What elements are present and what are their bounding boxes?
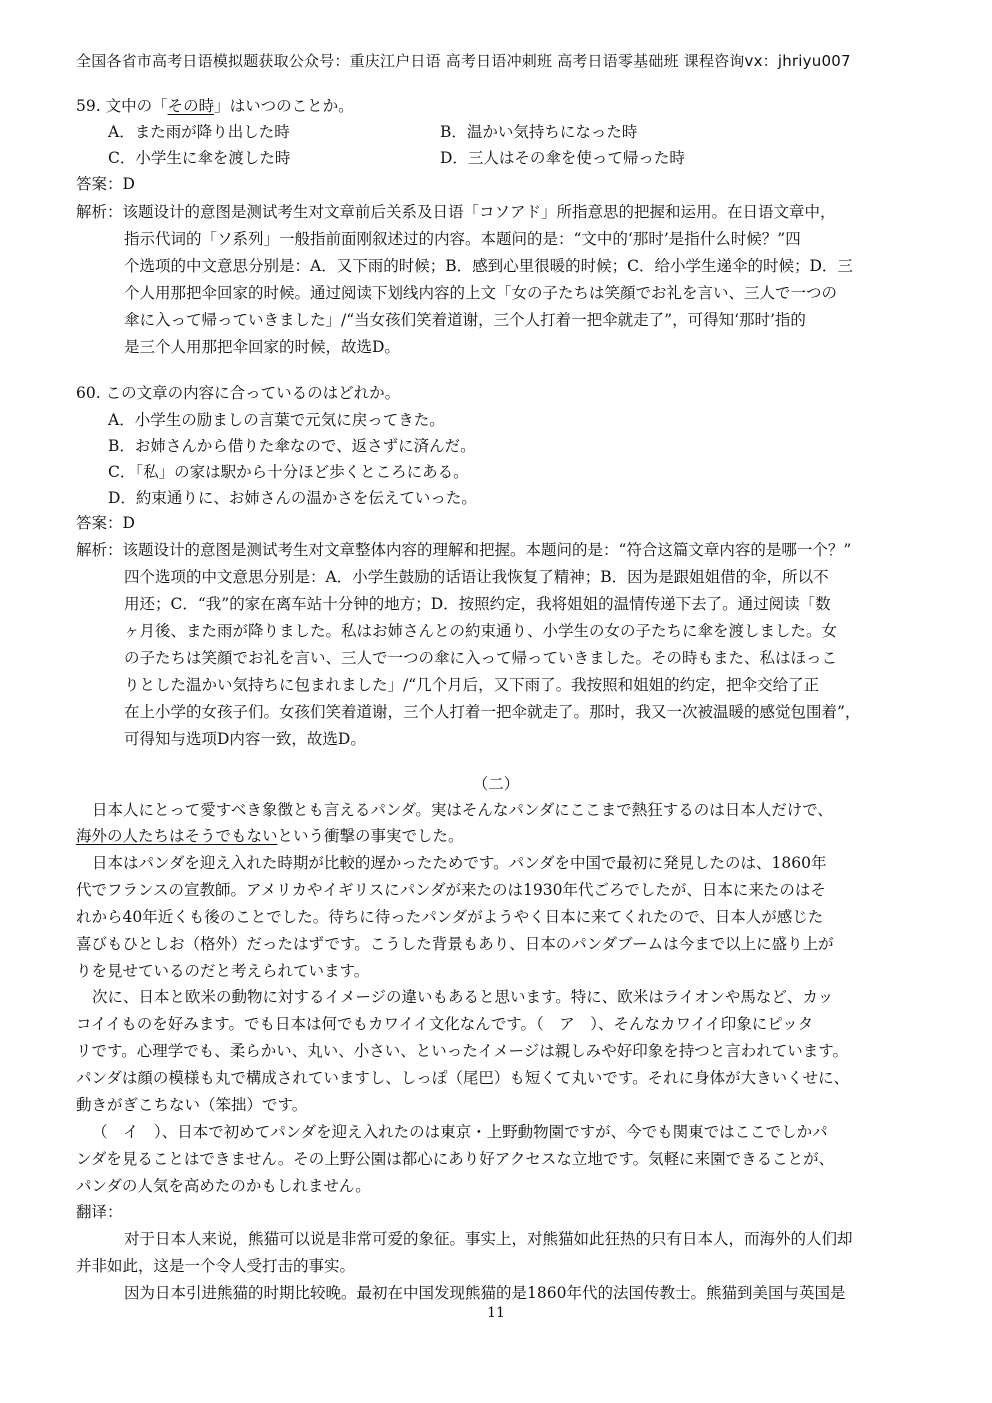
q60-option-b: B．お姉さんから借りた傘なので、返さずに済んだ。 bbox=[108, 437, 476, 455]
passage-line: 日本人にとって愛すべき象徴とも言えるパンダ。実はそんなパンダにここまで熱狂するのは日本人だけで、 bbox=[92, 801, 833, 819]
q59-explanation-line: 个选项的中文意思分别是：A．又下雨的时候；B．感到心里很暖的时候；C．给小学生递伞的时候；D．三 bbox=[124, 257, 853, 275]
translation-label: 翻译： bbox=[76, 1203, 123, 1221]
underlined-phrase: その時 bbox=[167, 97, 215, 115]
q60-explanation-line: りとした温かい気持ちに包まれました」/“几个月后，又下雨了。我按照和姐姐的约定，把伞交给了正 bbox=[124, 676, 820, 694]
passage-line: りを見せているのだと考えられています。 bbox=[76, 962, 370, 980]
page-header: 全国各省市高考日语模拟题获取公众号：重庆江户日语 高考日语冲刺班 高考日语零基础班 课程咨询vx：jhriyu007 bbox=[76, 52, 851, 70]
q59-explanation-line: 是三个人用那把伞回家的时候，故选D。 bbox=[124, 338, 400, 356]
q60-explanation-line: の子たちは笑顔でお礼を言い、三人で一つの傘に入って帰っていきました。その時もまた、私はほっこ bbox=[124, 649, 838, 667]
q59-explanation-line: 解析：该题设计的意图是测试考生对文章前后关系及日语「コソアド」所指意思的把握和运用。在日语文章中， bbox=[76, 203, 836, 221]
passage-line: 海外の人たちはそうでもないという衝撃の事実でした。 bbox=[76, 827, 464, 845]
passage-line: パンダは顔の模様も丸で構成されていますし、しっぽ（尾巴）も短くて丸いです。それに身体が大きいくせに、 bbox=[76, 1069, 850, 1087]
passage-line: 喜びもひとしお（格外）だったはずです。こうした背景もあり、日本のパンダブームは今まで以上に盛り上が bbox=[76, 935, 834, 953]
translation-line: 并非如此，这是一个令人受打击的事实。 bbox=[76, 1257, 356, 1275]
q60-option-c: C．「私」の家は駅から十分ほど歩くところにある。 bbox=[108, 463, 469, 481]
q60-explanation-line: 在上小学的女孩子们。女孩们笑着道谢，三个人打着一把伞就走了。那时，我又一次被温暖的感觉包围着”， bbox=[124, 703, 861, 721]
passage-line: れから40年近くも後のことでした。待ちに待ったパンダがようやく日本に来てくれたので、日本人が感じた bbox=[76, 908, 824, 926]
passage-line: （ イ ）、日本で初めてパンダを迎え入れたのは東京・上野動物園ですが、今でも関東ではここでしかパ bbox=[92, 1123, 828, 1141]
passage-line: リです。心理学でも、柔らかい、丸い、小さい、といったイメージは親しみや好印象を持つと言われています。 bbox=[76, 1042, 849, 1060]
passage-line: パンダの人気を高めたのかもしれません。 bbox=[76, 1177, 371, 1195]
translation-line: 对于日本人来说，熊猫可以说是非常可爱的象征。事实上，对熊猫如此狂热的只有日本人，而海外的人们却 bbox=[124, 1230, 853, 1248]
q60-explanation-line: 可得知与选项D内容一致，故选D。 bbox=[124, 730, 366, 748]
question-60-stem: 60. この文章の内容に合っているのはどれか。 bbox=[76, 384, 401, 402]
passage-line: コイイものを好みます。でも日本は何でもカワイイ文化なんです。（ ア ）、そんなカワイイ印象にピッタ bbox=[76, 1015, 814, 1033]
passage-line: ンダを見ることはできません。その上野公園は都心にあり好アクセスな立地です。気軽に来園できることが、 bbox=[76, 1150, 835, 1168]
q60-explanation-line: ヶ月後、また雨が降りました。私はお姉さんとの約束通り、小学生の女の子たちに傘を渡しました。女 bbox=[124, 622, 838, 640]
translation-line: 因为日本引进熊猫的时期比较晚。最初在中国发现熊猫的是1860年代的法国传教士。熊猫到美国与英国是 bbox=[124, 1284, 846, 1302]
q59-option-b: B．温かい気持ちになった時 bbox=[440, 123, 638, 141]
q59-option-c: C．小学生に傘を渡した時 bbox=[108, 149, 291, 167]
underlined-phrase: 海外の人たちはそうでもない bbox=[76, 827, 278, 845]
q60-explanation-line: 解析：该题设计的意图是测试考生对文章整体内容的理解和把握。本题问的是：“符合这篇文章内容的是哪一个？” bbox=[76, 541, 852, 559]
passage-line: 日本はパンダを迎え入れた時期が比較的遅かったためです。パンダを中国で最初に発見したのは、1860年 bbox=[92, 854, 827, 872]
question-59-stem: 59. 文中の「その時」はいつのことか。 bbox=[76, 97, 354, 115]
q60-answer: 答案：D bbox=[76, 514, 135, 532]
q59-explanation-line: 个人用那把伞回家的时候。通过阅读下划线内容的上文「女の子たちは笑顔でお礼を言い、三人で一つの bbox=[124, 284, 838, 302]
q59-answer: 答案：D bbox=[76, 175, 135, 193]
q59-explanation-line: 傘に入って帰っていきました」/“当女孩们笑着道谢，三个人打着一把伞就走了”，可得知‘那时’指的 bbox=[124, 311, 806, 329]
passage-line: 動きがぎこちない（笨拙）です。 bbox=[76, 1096, 308, 1114]
passage-line: 次に、日本と欧米の動物に対するイメージの違いもあると思います。特に、欧米はライオンや馬など、カッ bbox=[92, 988, 834, 1006]
q60-option-d: D．約束通りに、お姉さんの温かさを伝えていった。 bbox=[108, 489, 477, 507]
q60-option-a: A．小学生の励ましの言葉で元気に戻ってきた。 bbox=[108, 411, 445, 429]
q60-explanation-line: 四个选项的中文意思分别是：A．小学生鼓励的话语让我恢复了精神；B．因为是跟姐姐借的伞，所以不 bbox=[124, 568, 829, 586]
q59-explanation-line: 指示代词的「ソ系列」一般指前面刚叙述过的内容。本题问的是：“文中的‘那时’是指什么时候？”四 bbox=[124, 230, 801, 248]
q60-explanation-line: 用还；C．“我”的家在离车站十分钟的地方；D．按照约定，我将姐姐的温情传递下去了。通过阅读「数 bbox=[124, 595, 831, 613]
q59-option-d: D．三人はその傘を使って帰った時 bbox=[440, 149, 685, 167]
section-title: （二） bbox=[472, 775, 520, 793]
passage-line: 代でフランスの宣教師。アメリカやイギリスにパンダが来たのは1930年代ごろでしたが、日本に来たのはそ bbox=[76, 881, 826, 899]
page-number: 11 bbox=[487, 1305, 505, 1321]
q59-option-a: A．また雨が降り出した時 bbox=[108, 123, 290, 141]
